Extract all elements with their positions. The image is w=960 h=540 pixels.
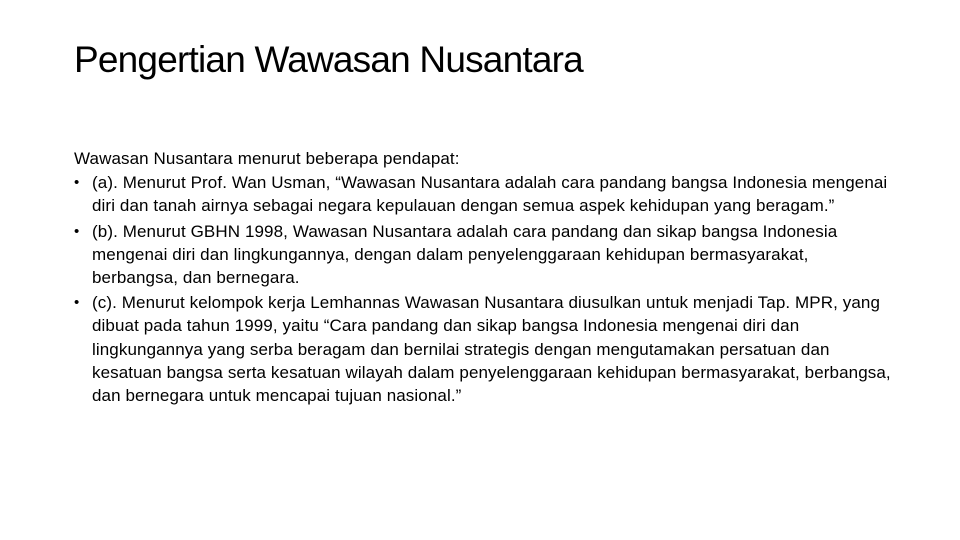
definition-text-a: (a). Menurut Prof. Wan Usman, “Wawasan Nusantara adalah cara pandang bangsa Indonesia mengenai diri dan tanah airnya sebagai negara kepulauan dengan semua aspek kehidupan yang beragam.”	[92, 173, 888, 216]
bullet-icon: •	[74, 294, 80, 312]
definition-item-c	[74, 291, 894, 407]
definition-text-c: (c). Menurut kelompok kerja Lemhannas Wawasan Nusantara diusulkan untuk menjadi Tap. MPR, yang dibuat pada tahun 1999, yaitu “Cara pandang dan sikap bangsa Indonesia mengenai diri dan lingkungannya yang serba beragam dan bernilai strategis dengan mengutamakan persatuan dan kesatuan bangsa serta kesatuan wilayah dalam penyelenggaraan kehidupan bermasyarakat, berbangsa, dan bernegara untuk mencapai tujuan nasional.”	[92, 293, 891, 406]
intro-text: Wawasan Nusantara menurut beberapa pendapat:	[74, 149, 460, 168]
slide-body	[74, 147, 894, 409]
definition-list	[74, 171, 894, 407]
slide-title: Pengertian Wawasan Nusantara	[74, 39, 583, 80]
definition-text-b: (b). Menurut GBHN 1998, Wawasan Nusantara adalah cara pandang dan sikap bangsa Indonesia mengenai diri dan lingkungannya, dengan dalam penyelenggaraan kehidupan bermasyarakat, berbangsa, dan bernegara.	[92, 221, 838, 288]
bullet-icon: •	[74, 174, 80, 192]
definition-item-b	[74, 220, 894, 290]
definition-item-a	[74, 171, 894, 217]
bullet-icon: •	[74, 222, 80, 240]
